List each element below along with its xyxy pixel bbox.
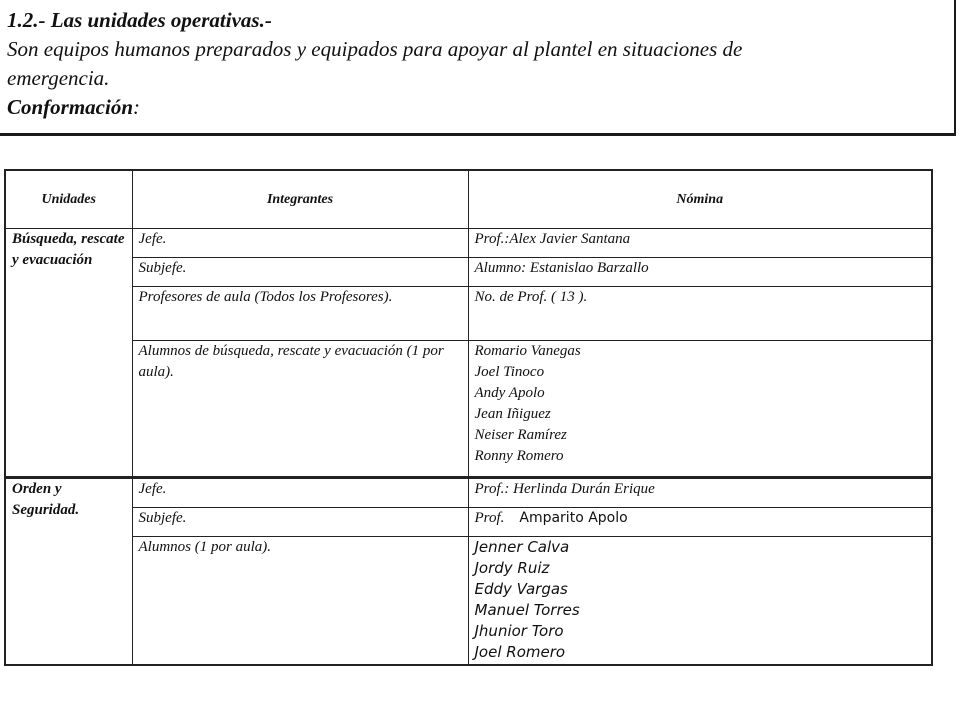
- unit-busqueda-name: Búsqueda, rescate y evacuación: [5, 229, 132, 478]
- table-header-row: [5, 170, 932, 229]
- header-box: [0, 0, 956, 136]
- nomina-list-cell: [468, 341, 932, 478]
- nomina-name: Amparito Apolo: [519, 510, 628, 526]
- nomina-list-item: Jordy Ruiz: [474, 559, 550, 577]
- nomina-list-item: Jhunior Toro: [474, 622, 564, 640]
- integrante-cell: Subjefe.: [132, 508, 468, 537]
- nomina-list-item: Neiser Ramírez: [474, 427, 567, 443]
- nomina-list-item: Joel Romero: [474, 643, 566, 661]
- table-row: [5, 508, 932, 537]
- nomina-cell: Prof.: Herlinda Durán Erique: [468, 478, 932, 508]
- integrante-cell: Subjefe.: [132, 258, 468, 287]
- nomina-list-item: Jean Iñiguez: [474, 406, 551, 422]
- table-row: [5, 287, 932, 341]
- nomina-list-cell: [468, 537, 932, 666]
- nomina-list-item: Manuel Torres: [474, 601, 580, 619]
- integrante-cell: Jefe.: [132, 229, 468, 258]
- section-body-line1: Son equipos humanos preparados y equipados para apoyar al plantel en situaciones de: [7, 37, 743, 61]
- conformacion-heading: [7, 93, 954, 122]
- nomina-cell: Prof.:Alex Javier Santana: [468, 229, 932, 258]
- column-header-nomina: Nómina: [468, 170, 932, 229]
- nomina-list-item: Eddy Vargas: [474, 580, 568, 598]
- nomina-prefix: Prof.: [474, 510, 505, 526]
- units-table: [4, 169, 933, 666]
- nomina-cell: Alumno: Estanislao Barzallo: [468, 258, 932, 287]
- nomina-list-item: Ronny Romero: [474, 448, 564, 464]
- nomina-list-item: Joel Tinoco: [474, 364, 545, 380]
- column-header-unidades: Unidades: [5, 170, 132, 229]
- integrante-cell: Profesores de aula (Todos los Profesores).: [132, 287, 468, 341]
- nomina-list-item: Romario Vanegas: [474, 343, 581, 359]
- nomina-list-item: Andy Apolo: [474, 385, 545, 401]
- unit-orden-name: Orden y Seguridad.: [5, 478, 132, 666]
- table-row: [5, 537, 932, 666]
- conformacion-label: Conformación: [7, 95, 134, 119]
- table-row: [5, 258, 932, 287]
- nomina-cell: [468, 508, 932, 537]
- table-row: [5, 341, 932, 478]
- table-row: [5, 478, 932, 508]
- nomina-cell: No. de Prof. ( 13 ).: [468, 287, 932, 341]
- section-body-line2: emergencia.: [7, 66, 110, 90]
- integrante-cell: Jefe.: [132, 478, 468, 508]
- integrante-cell: Alumnos (1 por aula).: [132, 537, 468, 666]
- section-title: 1.2.- Las unidades operativas.-: [7, 8, 272, 32]
- column-header-integrantes: Integrantes: [132, 170, 468, 229]
- nomina-list-item: Jenner Calva: [474, 538, 570, 556]
- integrante-cell: Alumnos de búsqueda, rescate y evacuación (1 por aula).: [132, 341, 468, 478]
- conformacion-colon: :: [133, 95, 141, 119]
- table-row: [5, 229, 932, 258]
